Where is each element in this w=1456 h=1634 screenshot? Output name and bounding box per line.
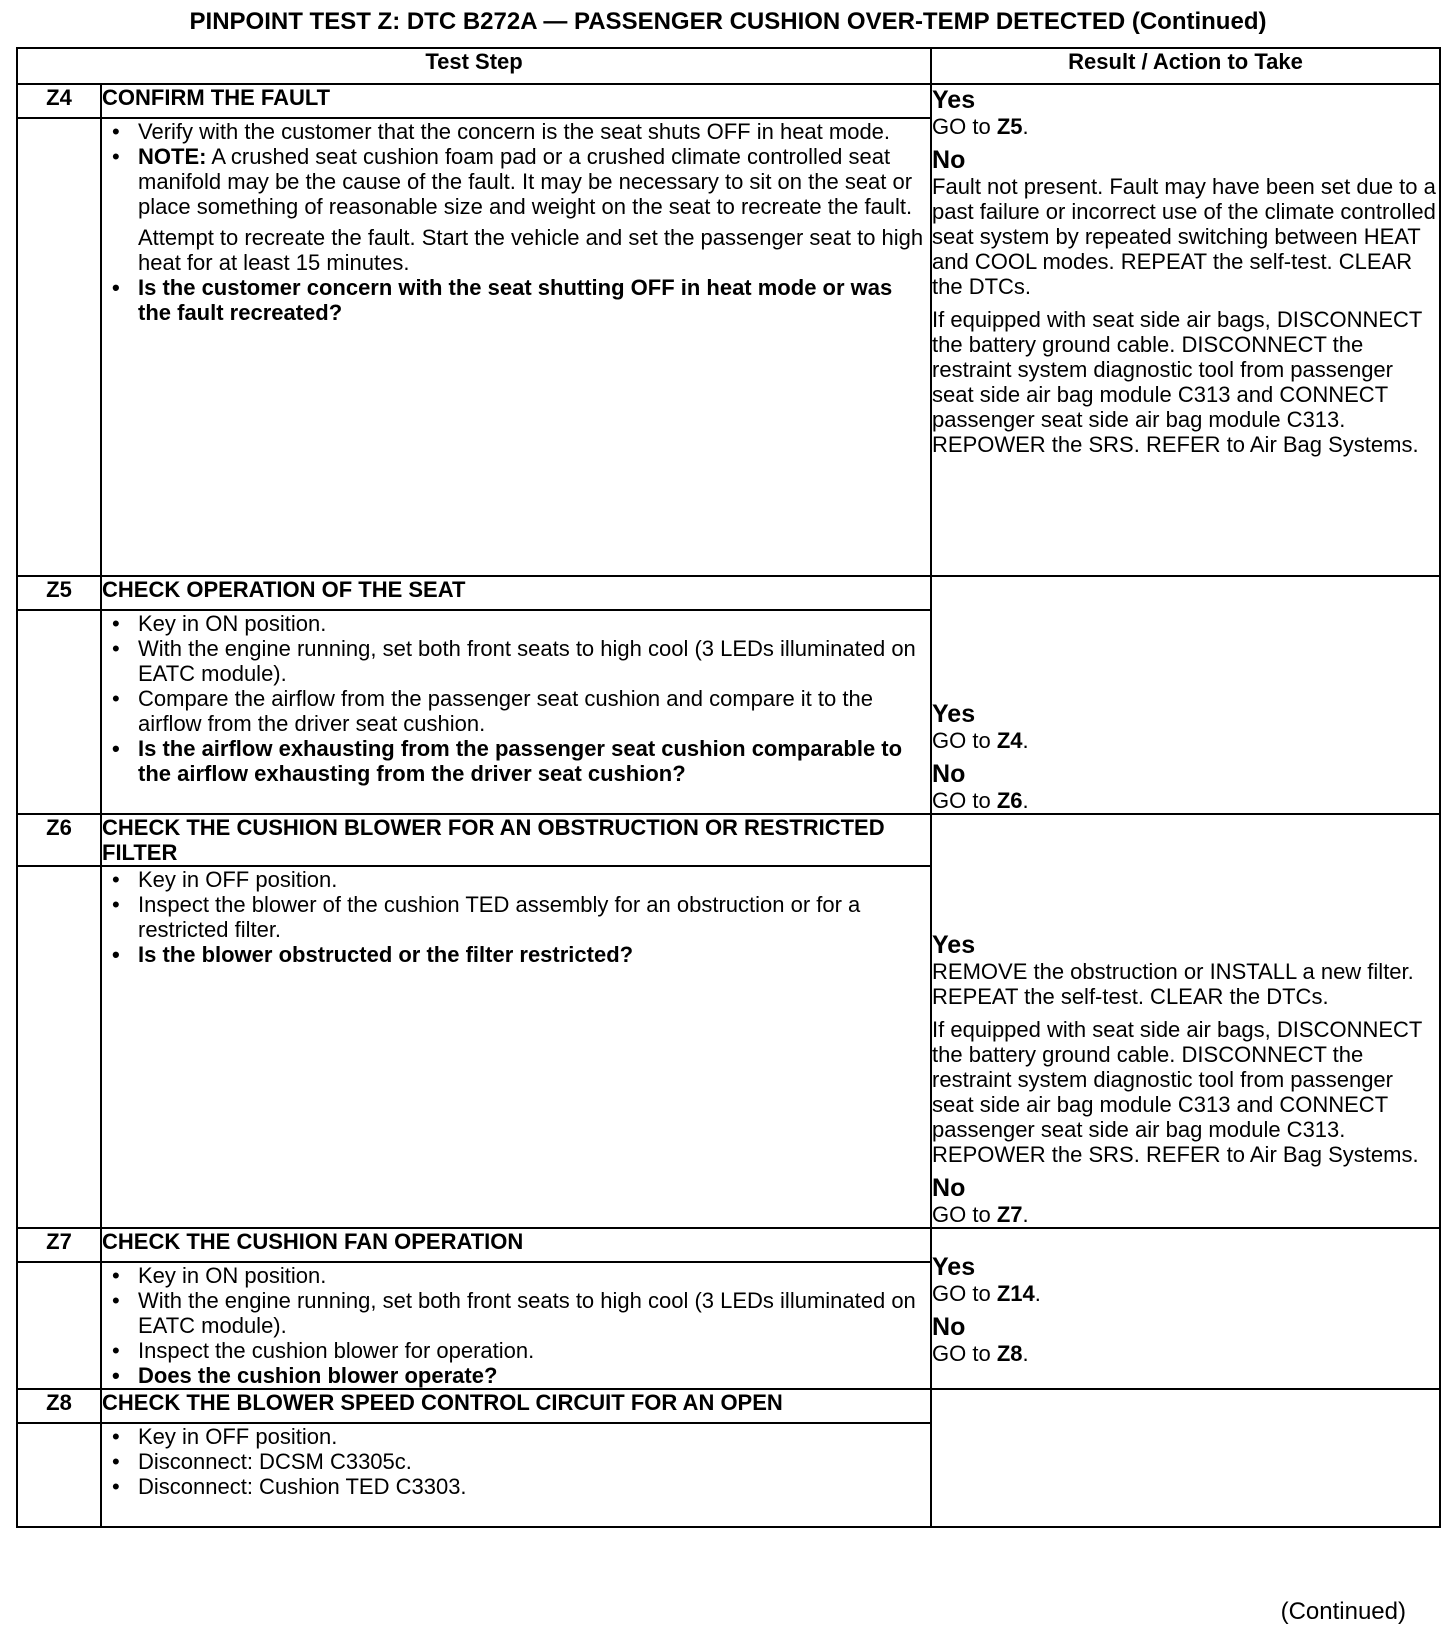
step-z7-result — [931, 1228, 1440, 1389]
no-action: GO to Z8. — [932, 1340, 1029, 1366]
step-body — [101, 866, 931, 1228]
yes-action: GO to Z4. — [932, 728, 1029, 753]
step-id: Z5 — [17, 576, 101, 610]
step-z6-title-row — [17, 814, 1440, 866]
list-item: • Disconnect: Cushion TED C3303. — [110, 1474, 930, 1499]
step-title: CHECK THE BLOWER SPEED CONTROL CIRCUIT FOR AN OPEN — [101, 1389, 931, 1423]
list-item: • With the engine running, set both front seats to high cool (3 LEDs illuminated on EATC module). — [110, 1288, 930, 1338]
step-z7-title-row — [17, 1228, 1440, 1262]
list-item: • Key in OFF position. — [110, 1424, 930, 1449]
step-id: Z8 — [17, 1389, 101, 1423]
step-z8-result — [931, 1389, 1440, 1527]
step-id-spacer — [17, 866, 101, 1228]
yes-action-airbag: If equipped with seat side air bags, DISCONNECT the battery ground cable. DISCONNECT the restraint system diagnostic tool from passenger seat side air bag module C313 and CONNECT passenger seat side air bag module C313. REPOWER the SRS. REFER to Air Bag Systems. — [932, 1017, 1422, 1167]
yes-label: Yes — [932, 931, 976, 959]
list-item: • Compare the airflow from the passenger seat cushion and compare it to the airflow from the driver seat cushion. — [110, 686, 930, 736]
step-body — [101, 1423, 931, 1527]
no-action-airbag: If equipped with seat side air bags, DISCONNECT the battery ground cable. DISCONNECT the restraint system diagnostic tool from passenger seat side air bag module C313 and CONNECT passenger seat side air bag module C313. REPOWER the SRS. REFER to Air Bag Systems. — [932, 307, 1422, 457]
step-title: CHECK THE CUSHION FAN OPERATION — [101, 1228, 931, 1262]
no-action: GO to Z7. — [932, 1202, 1029, 1227]
step-z5-title-row — [17, 576, 1440, 610]
page-title: PINPOINT TEST Z: DTC B272A — PASSENGER CUSHION OVER-TEMP DETECTED (Continued) — [189, 8, 1267, 35]
step-z5-result — [931, 576, 1440, 814]
list-item-question: • Does the cushion blower operate? — [110, 1363, 930, 1388]
pinpoint-test-table — [16, 47, 1441, 1528]
no-label: No — [932, 760, 966, 788]
step-body — [101, 118, 931, 576]
list-item: • NOTE: A crushed seat cushion foam pad or a crushed climate controlled seat manifold may be the cause of the fault. It may be necessary to sit on the seat or place something of reasonable size and weight on the seat to recreate the fault. — [110, 144, 930, 219]
goto-link[interactable]: Z4 — [996, 728, 1023, 753]
test-step-header: Test Step — [17, 48, 931, 84]
step-id: Z7 — [17, 1228, 101, 1262]
no-action: Fault not present. Fault may have been set due to a past failure or incorrect use of the climate controlled seat system by repeated switching between HEAT and COOL modes. REPEAT the self-test. CLEAR the DTCs. — [932, 174, 1436, 299]
step-z6-result — [931, 814, 1440, 1228]
step-title: CHECK OPERATION OF THE SEAT — [101, 576, 931, 610]
yes-action: GO to Z5. — [932, 114, 1029, 139]
step-body — [101, 610, 931, 814]
step-body — [101, 1262, 931, 1389]
goto-link[interactable]: Z6 — [996, 788, 1023, 813]
no-label: No — [932, 1174, 966, 1202]
list-item-question: • Is the customer concern with the seat shutting OFF in heat mode or was the fault recreated? — [110, 275, 930, 325]
no-label: No — [932, 146, 966, 174]
list-item: • Key in ON position. — [110, 611, 930, 636]
step-id-spacer — [17, 1262, 101, 1389]
list-item: • Inspect the blower of the cushion TED assembly for an obstruction or for a restricted filter. — [110, 892, 930, 942]
goto-link[interactable]: Z7 — [996, 1202, 1023, 1227]
goto-link[interactable]: Z14 — [996, 1280, 1035, 1306]
step-id: Z4 — [17, 84, 101, 118]
list-item: • Key in ON position. — [110, 1263, 930, 1288]
step-z8-title-row — [17, 1389, 1440, 1423]
list-item: • With the engine running, set both front seats to high cool (3 LEDs illuminated on EATC module). — [110, 636, 930, 686]
step-z4-result — [931, 84, 1440, 576]
list-paragraph: Attempt to recreate the fault. Start the vehicle and set the passenger seat to high heat for at least 15 minutes. — [138, 225, 924, 275]
list-item: • Key in OFF position. — [110, 867, 930, 892]
yes-action: REMOVE the obstruction or INSTALL a new filter. REPEAT the self-test. CLEAR the DTCs. — [932, 959, 1414, 1009]
no-action: GO to Z6. — [932, 788, 1029, 813]
list-item: • Inspect the cushion blower for operation. — [110, 1338, 930, 1363]
step-id: Z6 — [17, 814, 101, 866]
step-title: CONFIRM THE FAULT — [101, 84, 931, 118]
table-header-row — [17, 48, 1440, 84]
step-id-spacer — [17, 610, 101, 814]
yes-label: Yes — [932, 1252, 976, 1281]
step-id-spacer — [17, 1423, 101, 1527]
yes-label: Yes — [932, 700, 976, 728]
list-item-question: • Is the airflow exhausting from the passenger seat cushion comparable to the airflow exhausting from the driver seat cushion? — [110, 736, 930, 786]
no-label: No — [932, 1312, 966, 1341]
step-z4-title-row — [17, 84, 1440, 118]
list-item: • Disconnect: DCSM C3305c. — [110, 1449, 930, 1474]
step-title: CHECK THE CUSHION BLOWER FOR AN OBSTRUCTION OR RESTRICTED FILTER — [101, 814, 931, 866]
list-item: • Verify with the customer that the concern is the seat shuts OFF in heat mode. — [110, 119, 930, 144]
goto-link[interactable]: Z8 — [996, 1340, 1023, 1366]
continued-label: (Continued) — [1280, 1598, 1406, 1625]
goto-link[interactable]: Z5 — [996, 114, 1023, 139]
result-header: Result / Action to Take — [931, 48, 1440, 84]
note-label: NOTE: — [138, 144, 207, 169]
list-item-question: • Is the blower obstructed or the filter restricted? — [110, 942, 930, 967]
step-id-spacer — [17, 118, 101, 576]
yes-label: Yes — [932, 86, 976, 114]
yes-action: GO to Z14. — [932, 1280, 1041, 1306]
